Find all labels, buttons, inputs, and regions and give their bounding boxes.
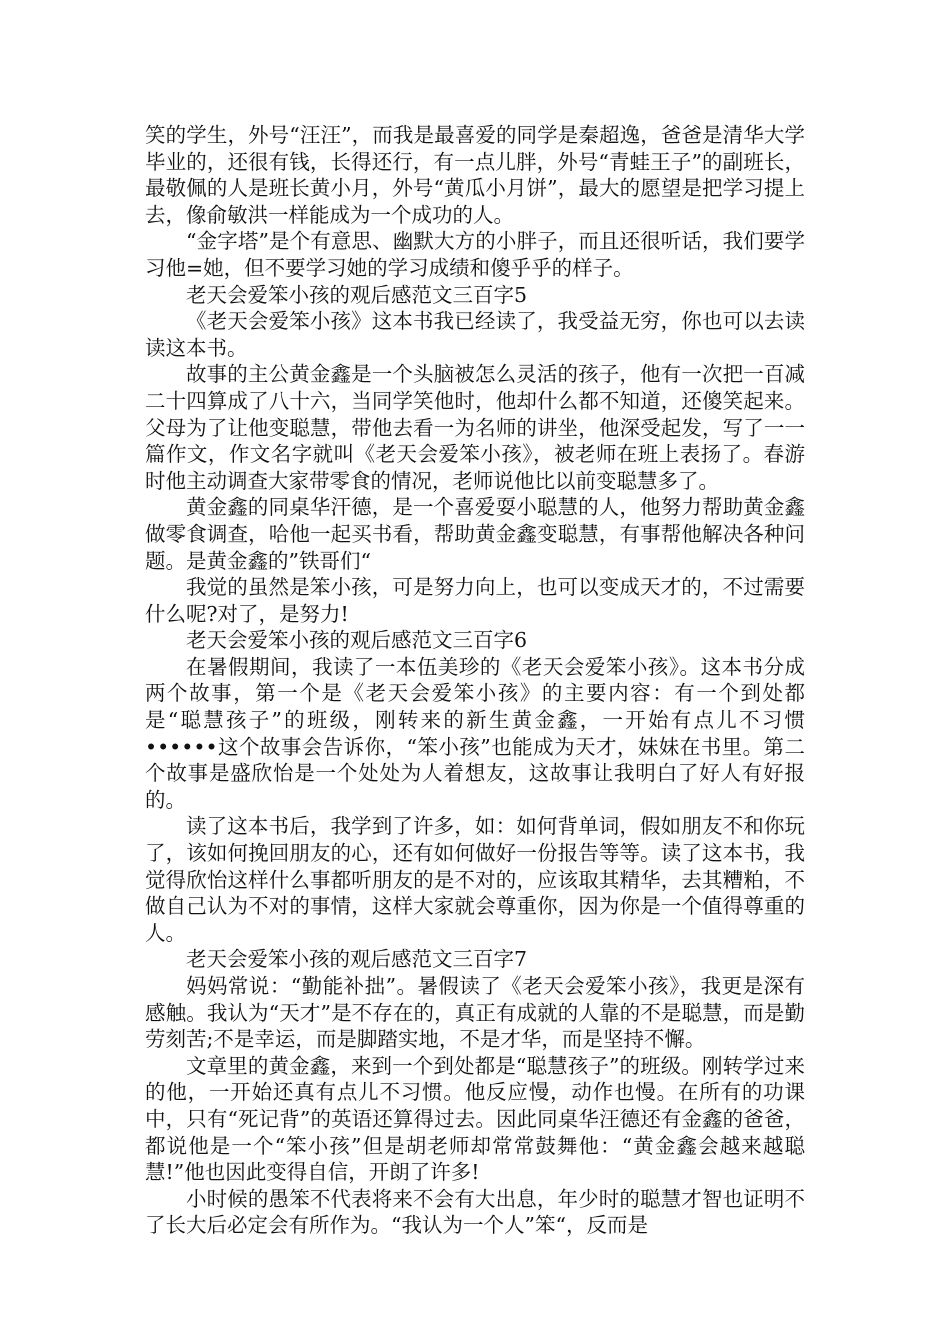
paragraph: 《老天会爱笨小孩》这本书我已经读了，我受益无穷，你也可以去读读这本书。 (145, 309, 805, 360)
paragraph: 文章里的黄金鑫，来到一个到处都是“聪慧孩子”的班级。刚转学过来的他，一开始还真有点儿不习惯。他反应慢，动作也慢。在所有的功课中，只有“死记背”的英语还算得过去。因此同桌华汪德还有金鑫的爸爸，都说他是一个“笨小孩”但是胡老师却常常鼓舞他：“黄金鑫会越来越聪慧!”他也因此变得自信，开朗了许多! (145, 1053, 805, 1185)
section-heading: 老天会爱笨小孩的观后感范文三百字6 (186, 628, 528, 653)
section-heading: 老天会爱笨小孩的观后感范文三百字7 (186, 947, 528, 972)
paragraph: 我觉的虽然是笨小孩，可是努力向上，也可以变成天才的，不过需要什么呢?对了，是努力! (145, 575, 805, 626)
paragraph: 读了这本书后，我学到了许多，如：如何背单词，假如朋友不和你玩了，该如何挽回朋友的心，还有如何做好一份报告等等。读了这本书，我觉得欣怡这样什么事都听朋友的是不对的，应该取其精华，去其糟粕，不做自己认为不对的事情，这样大家就会尊重你，因为你是一个值得尊重的人。 (145, 814, 805, 945)
paragraph: 笑的学生，外号“汪汪”，而我是最喜爱的同学是秦超逸，爸爸是清华大学毕业的，还很有钱，长得还行，有一点儿胖，外号“青蛙王子”的副班长，最敬佩的人是班长黄小月，外号“黄瓜小月饼”，最大的愿望是把学习提上去，像俞敏洪一样能成为一个成功的人。 (145, 123, 805, 227)
paragraph: 故事的主公黄金鑫是一个头脑被怎么灵活的孩子，他有一次把一百减二十四算成了八十六，当同学笑他时，他却什么都不知道，还傻笑起来。父母为了让他变聪慧，带他去看一为名师的讲坐，他深受起发，写了一一篇作文，作文名字就叫《老天会爱笨小孩》，被老师在班上表扬了。春游时他主动调查大家带零食的情况，老师说他比以前变聪慧多了。 (145, 362, 805, 493)
paragraph: 妈妈常说：“勤能补拙”。暑假读了《老天会爱笨小孩》，我更是深有感触。我认为“天才”是不存在的，真正有成就的人靠的不是聪慧，而是勤劳刻苦;不是幸运，而是脚踏实地，不是才华，而是坚持不懈。 (145, 974, 805, 1052)
paragraph: “金字塔”是个有意思、幽默大方的小胖子，而且还很听话，我们要学习他=她，但不要学习她的学习成绩和傻乎乎的样子。 (145, 229, 805, 280)
paragraph: 小时候的愚笨不代表将来不会有大出息，年少时的聪慧才智也证明不了长大后必定会有所作为。“我认为一个人”笨“，反而是 (145, 1186, 805, 1238)
section-heading: 老天会爱笨小孩的观后感范文三百字5 (186, 282, 528, 307)
paragraph: 黄金鑫的同桌华汗德，是一个喜爱耍小聪慧的人，他努力帮助黄金鑫做零食调查，哈他一起买书看，帮助黄金鑫变聪慧，有事帮他解决各种问题。是黄金鑫的”铁哥们“ (145, 495, 805, 573)
paragraph: 在暑假期间，我读了一本伍美珍的《老天会爱笨小孩》。这本书分成两个故事，第一个是《老天会爱笨小孩》的主要内容：有一个到处都是“聪慧孩子”的班级，刚转来的新生黄金鑫，一开始有点儿不习惯••••••这个故事会告诉你，“笨小孩”也能成为天才，妹妹在书里。第二个故事是盛欣怡是一个处处为人着想友，这故事让我明白了好人有好报的。 (145, 654, 805, 812)
document-body (145, 122, 805, 1239)
